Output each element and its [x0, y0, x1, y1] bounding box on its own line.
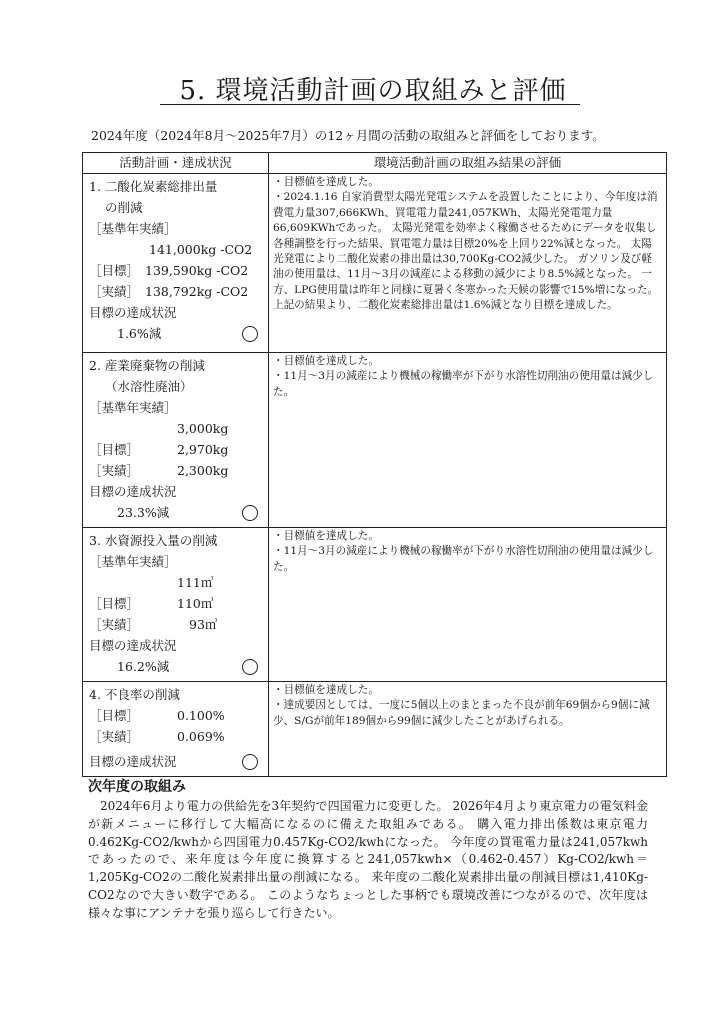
actual-row [89, 460, 264, 481]
plan-cell [83, 528, 269, 682]
actual-label: ［実績］ [89, 617, 140, 632]
evaluation-line: ・目標値を達成した。 [273, 176, 379, 188]
evaluation-line: ・目標値を達成した。 [273, 684, 379, 696]
baseline-label: ［基準年実績］ [89, 554, 177, 569]
evaluation-line: ・目標値を達成した。 [273, 530, 379, 542]
achieved-circle-icon [242, 505, 258, 521]
baseline-value: 111㎥ [177, 575, 214, 590]
achievement-row [89, 323, 264, 344]
achieved-circle-icon [242, 326, 258, 342]
table-row [83, 174, 667, 353]
table-row [83, 353, 667, 528]
plan-cell [83, 353, 269, 528]
actual-label: ［実績］ [89, 463, 140, 478]
target-value: 139,590kg -CO2 [145, 263, 249, 278]
evaluation-cell [269, 682, 667, 777]
item-heading-sub: （水溶性廃油） [105, 379, 193, 394]
target-label: ［目標］ [89, 442, 140, 457]
target-row [89, 439, 264, 460]
achievement-row [89, 502, 264, 523]
achievement-row [89, 656, 264, 677]
title-underline [160, 104, 580, 105]
achievement-value: 16.2%減 [117, 659, 170, 674]
baseline-label: ［基準年実績］ [89, 221, 177, 236]
actual-value: 93㎥ [189, 617, 218, 632]
item-heading-sub: の削減 [105, 200, 143, 215]
evaluation-cell [269, 528, 667, 682]
item-heading: 4. 不良率の削減 [89, 687, 180, 702]
actual-row [89, 614, 264, 635]
page-title: 5. 環境活動計画の取組みと評価 [179, 76, 567, 106]
actual-row [89, 726, 264, 747]
plan-cell [83, 682, 269, 777]
target-value: 0.100% [177, 708, 225, 723]
item-heading: 1. 二酸化炭素総排出量 [89, 179, 218, 194]
target-value: 110㎥ [177, 596, 214, 611]
achieved-circle-icon [242, 659, 258, 675]
achievement-label: 目標の達成状況 [89, 305, 177, 320]
plan-cell [83, 174, 269, 353]
achievement-label: 目標の達成状況 [89, 754, 177, 769]
table-header-row [83, 153, 667, 174]
table-row [83, 682, 667, 777]
header-plan: 活動計画・達成状況 [83, 153, 269, 174]
evaluation-line: ・達成要因としては、一度に5個以上のまとまった不良が前年69個から9個に減少、S/Gが前年189個から99個に減少したことがあげられる。 [273, 699, 650, 727]
achievement-value: 23.3%減 [117, 505, 170, 520]
evaluation-cell [269, 353, 667, 528]
header-evaluation: 環境活動計画の取組み結果の評価 [269, 153, 667, 174]
target-label: ［目標］ [89, 596, 140, 611]
target-label: ［目標］ [89, 263, 140, 278]
achievement-row [89, 751, 264, 772]
target-value: 2,970kg [177, 442, 229, 457]
actual-label: ［実績］ [89, 284, 140, 299]
baseline-label: ［基準年実績］ [89, 400, 177, 415]
next-year-title: 次年度の取組み [88, 779, 186, 795]
evaluation-line: ・11月～3月の減産により機械の稼働率が下がり水溶性切削油の使用量は減少した。 [273, 545, 654, 573]
evaluation-line: ・11月～3月の減産により機械の稼働率が下がり水溶性切削油の使用量は減少した。 [273, 370, 654, 398]
achievement-value: 1.6%減 [117, 326, 162, 341]
item-heading: 2. 産業廃棄物の削減 [89, 358, 205, 373]
target-row [89, 260, 264, 281]
target-label: ［目標］ [89, 708, 140, 723]
evaluation-cell [269, 174, 667, 353]
evaluation-line: ・2024.1.16 自家消費型太陽光発電システムを設置したことにより、今年度は消費電力量307,666KWh、買電電力量241,057KWh、太陽光発電電力量66,609KWhであった。 太陽光発電を効率よく稼働させるためにデータを収集し各種調整を行った結果、買電電力量は目標20%を上回り22%減となった。 太陽光発電により二酸化炭素の排出量は30,700Kg-CO2減少した。 ガソリン及び軽油の使用量は、11月～3月の減産による移動の減少により8.5%減となった。 一方、LPG使用量は昨年と同様に夏暑く冬寒かった天候の影響で15%増になった。 上記の結果より、二酸化炭素総排出量は1.6%減となり目標を達成した。 [273, 191, 659, 312]
achieved-circle-icon [242, 754, 258, 770]
item-heading: 3. 水資源投入量の削減 [89, 533, 218, 548]
table-row [83, 528, 667, 682]
evaluation-line: ・目標値を達成した。 [273, 355, 379, 367]
target-row [89, 705, 264, 726]
actual-value: 2,300kg [177, 463, 229, 478]
next-year-body: 2024年6月より電力の供給先を3年契約で四国電力に変更した。 2026年4月より東京電力の電気料金が新メニューに移行して大幅高になるのに備えた取組みである。 購入電力排出係数は東京電力0.462Kg-CO2/kwhから四国電力0.457Kg-CO2/kwhになった。 今年度の買電電力量は241,057kwhであったので、来年度は今年度に換算すると241,057kwh×（0.462-0.457）Kg-CO2/kwh＝1,205Kg-CO2の二酸化炭素排出量の削減になる。 来年度の二酸化炭素排出量の削減目標は1,410Kg-CO2なので大きい数字である。 このようなちょっとした事柄でも環境改善につながるので、次年度は様々な事にアンテナを張り巡らして行きたい。 [88, 799, 648, 920]
achievement-label: 目標の達成状況 [89, 638, 177, 653]
actual-label: ［実績］ [89, 729, 140, 744]
evaluation-table [82, 152, 667, 777]
intro-text: 2024年度（2024年8月～2025年7月）の12ヶ月間の活動の取組みと評価をしております。 [91, 128, 605, 143]
baseline-value: 141,000kg -CO2 [149, 242, 253, 257]
actual-row [89, 281, 264, 302]
actual-value: 138,792kg -CO2 [145, 284, 249, 299]
target-row [89, 593, 264, 614]
achievement-label: 目標の達成状況 [89, 484, 177, 499]
actual-value: 0.069% [177, 729, 225, 744]
baseline-value: 3,000kg [177, 421, 229, 436]
